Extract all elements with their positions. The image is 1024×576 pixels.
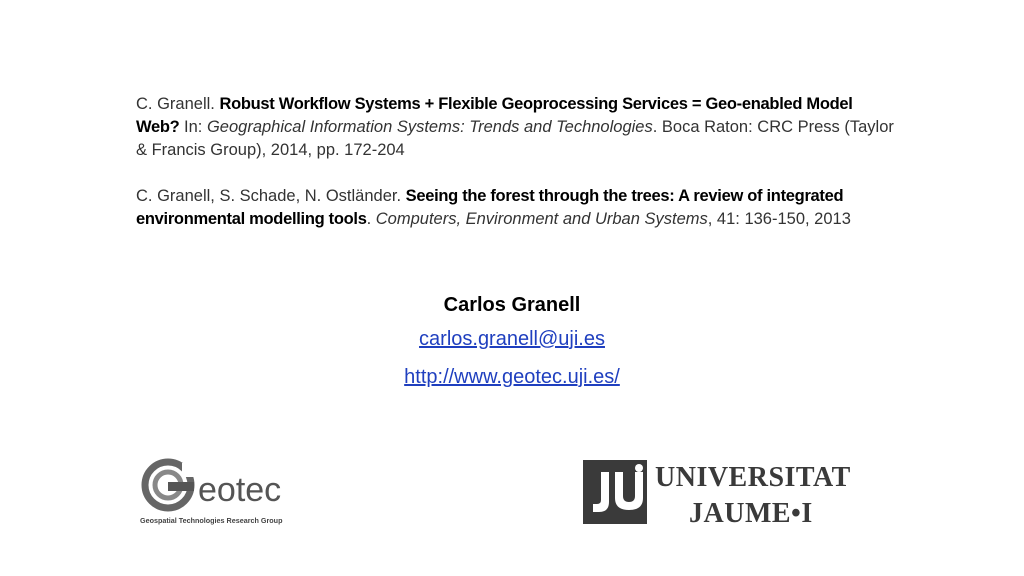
- reference-1-title: Robust Workflow Systems + Flexible Geoprocessing Services = Geo-enabled Model Web?: [136, 95, 853, 136]
- references: [136, 93, 896, 254]
- reference-2-authors: C. Granell, S. Schade, N. Ostländer.: [136, 187, 402, 205]
- reference-1-venue: Geographical Information Systems: Trends and Technologies: [206, 118, 653, 136]
- reference-2-title: Seeing the forest through the trees: A review of integrated environmental modelling tools: [136, 187, 844, 228]
- contact-block: [0, 290, 1024, 396]
- email-link[interactable]: carlos.granell@uji.es: [419, 328, 605, 350]
- uji-emblem-icon: [583, 460, 647, 524]
- contact-name: Carlos Granell: [443, 294, 581, 316]
- geotec-logo: [138, 455, 318, 530]
- geotec-g-icon: [145, 462, 198, 508]
- reference-2-venue: Computers, Environment and Urban Systems: [375, 210, 708, 228]
- geotec-tagline: Geospatial Technologies Research Group: [140, 516, 283, 525]
- uji-logo: [583, 458, 873, 526]
- reference-1-in-label: In:: [184, 118, 203, 136]
- reference-1-details: . Boca Raton: CRC Press (Taylor & Francis Group), 2014, pp. 172-204: [136, 118, 894, 159]
- reference-1: [136, 93, 896, 162]
- reference-2-details: , 41: 136-150, 2013: [707, 210, 851, 228]
- reference-1-authors: C. Granell.: [136, 95, 215, 113]
- geotec-wordmark: eotec: [198, 471, 282, 509]
- uji-line-2: JAUME•I: [689, 498, 813, 526]
- reference-2: [136, 185, 896, 231]
- uji-line-1: UNIVERSITAT: [655, 462, 851, 493]
- reference-2-separator: .: [366, 210, 372, 228]
- website-link[interactable]: http://www.geotec.uji.es/: [404, 366, 620, 388]
